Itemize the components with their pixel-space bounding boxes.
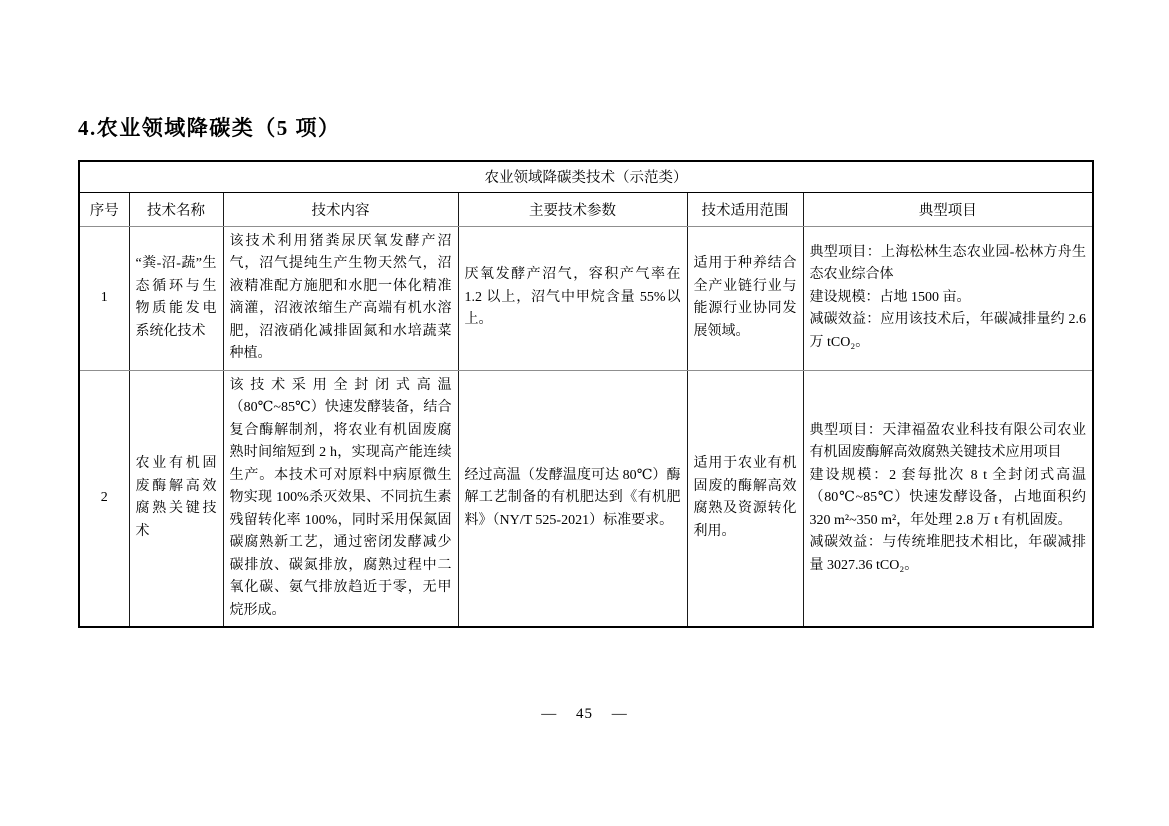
project-line: 建设规模：占地 1500 亩。 [809,289,971,305]
project-line: 建设规模：2 套每批次 8 t 全封闭式高温（80℃~85℃）快速发酵设备，占地面积约 320 m²~350 m²，年处理 2.8 万 t 有机固废。 [809,467,1086,528]
table-row [79,226,1093,370]
cell-tech-name: 农业有机固废酶解高效腐熟关键技术 [129,370,223,627]
project-line: 减碳效益：与传统堆肥技术相比，年碳减排量 3027.36 tCO₂。 [809,535,1086,573]
cell-tech-name: “粪-沼-蔬”生态循环与生物质能发电系统化技术 [129,226,223,370]
cell-typical-project [803,370,1093,627]
cell-tech-content: 该技术利用猪粪尿厌氧发酵产沼气，沼气提纯生产生物天然气，沼液精准配方施肥和水肥一体化精准滴灌，沼液浓缩生产高端有机水溶肥，沼液硝化减排固氮和水培蔬菜种植。 [223,226,458,370]
col-header-tech-name: 技术名称 [129,192,223,226]
cell-scope: 适用于种养结合全产业链行业与能源行业协同发展领域。 [687,226,803,370]
project-line: 减碳效益：应用该技术后，年碳减排量约 2.6 万 tCO₂。 [809,312,1086,350]
col-header-tech-content: 技术内容 [223,192,458,226]
col-header-parameters: 主要技术参数 [458,192,687,226]
col-header-scope: 技术适用范围 [687,192,803,226]
col-header-index: 序号 [79,192,129,226]
col-header-typical-project: 典型项目 [803,192,1093,226]
table-row [79,370,1093,627]
project-line: 典型项目：天津福盈农业科技有限公司农业有机固废酶解高效腐熟关键技术应用项目 [809,422,1086,460]
cell-tech-content: 该技术采用全封闭式高温（80℃~85℃）快速发酵装备，结合复合酶解制剂，将农业有机固废腐熟时间缩短到 2 h，实现高产能连续生产。本技术可对原料中病原微生物实现 100%杀灭效果、不同抗生素残留转化率 100%，同时采用保氮固碳腐熟新工艺，通过密闭发酵减少碳排放、碳氮排放，腐熟过程中二氧化碳、氨气排放趋近于零，无甲烷形成。 [223,370,458,627]
table-container [78,160,1092,628]
cell-parameters: 厌氧发酵产沼气，容积产气率在 1.2 以上，沼气中甲烷含量 55%以上。 [458,226,687,370]
table-header-row [79,192,1093,226]
cell-parameters: 经过高温（发酵温度可达 80℃）酶解工艺制备的有机肥达到《有机肥料》（NY/T 525-2021）标准要求。 [458,370,687,627]
cell-typical-project [803,226,1093,370]
tech-table [78,160,1094,628]
table-caption-row [79,161,1093,192]
cell-index: 1 [79,226,129,370]
page-number: — 45 — [541,706,628,722]
table-caption: 农业领域降碳类技术（示范类） [79,161,1093,192]
cell-scope: 适用于农业有机固废的酶解高效腐熟及资源转化利用。 [687,370,803,627]
section-title: 4.农业领域降碳类（5 项） [78,116,341,140]
cell-index: 2 [79,370,129,627]
project-line: 典型项目：上海松林生态农业园-松林方舟生态农业综合体 [809,244,1086,283]
